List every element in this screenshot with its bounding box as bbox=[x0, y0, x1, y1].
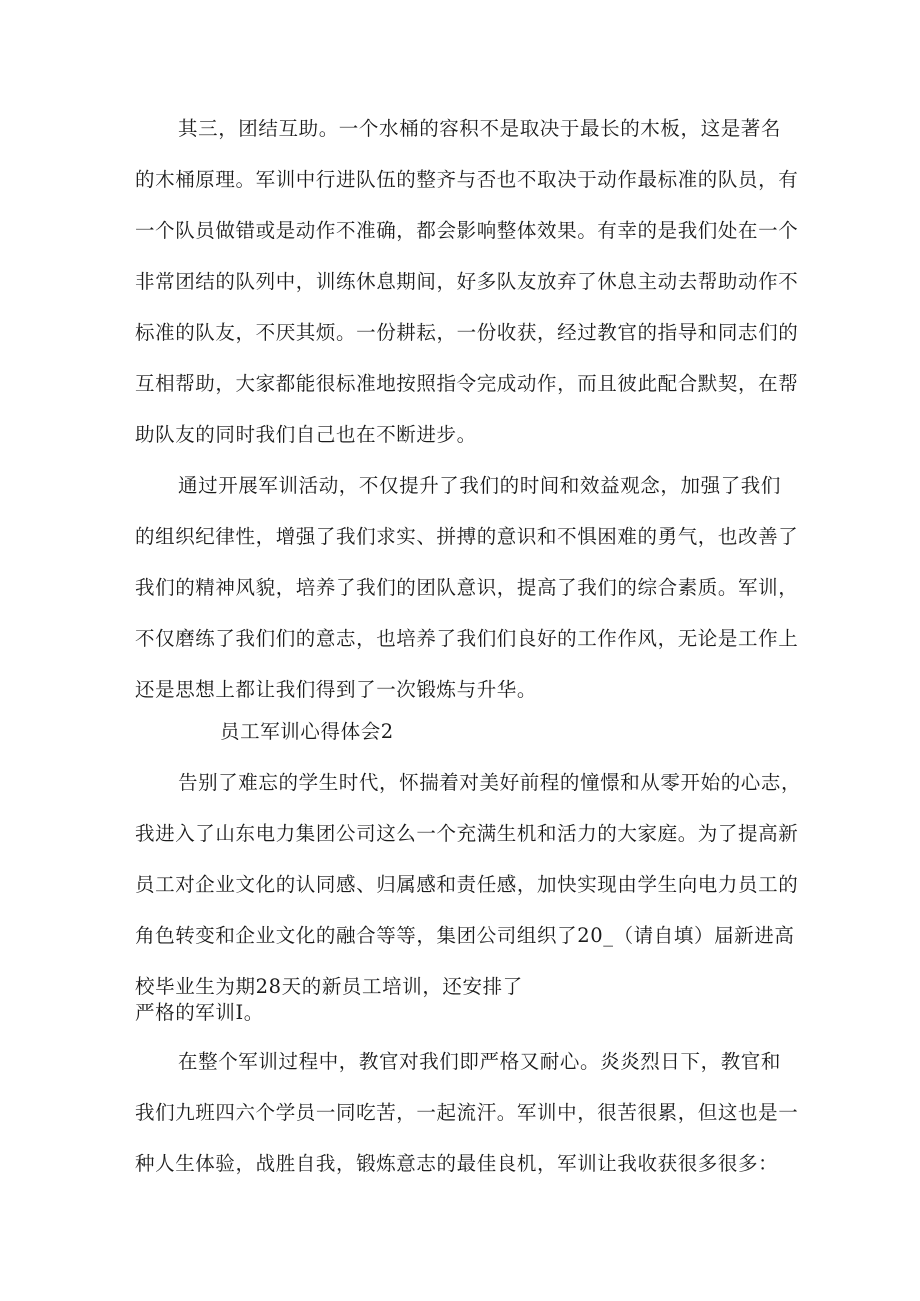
text-line: 严格的军训I。 bbox=[135, 1001, 264, 1024]
text-line: 我们的精神风貌，培养了我们的团队意识，提高了我们的综合素质。军训， bbox=[135, 576, 799, 599]
section-title: 员工军训心得体会2 bbox=[220, 720, 394, 743]
text-line: 我进入了山东电力集团公司这么一个充满生机和活力的大家庭。为了提高新 bbox=[135, 822, 799, 845]
text-line: 其三，团结互助。一个水桶的容积不是取决于最长的木板，这是著名 bbox=[178, 117, 782, 140]
text-line: 员工对企业文化的认同感、归属感和责任感，加快实现由学生向电力员工的 bbox=[135, 873, 799, 896]
text-line: 互相帮助，大家都能很标准地按照指令完成动作，而且彼此配合默契，在帮 bbox=[135, 372, 799, 395]
text-line: 校毕业生为期28天的新员工培训，还安排了 bbox=[135, 975, 523, 998]
text-line: 一个队员做错或是动作不准确，都会影响整体效果。有幸的是我们处在一个 bbox=[135, 219, 799, 242]
text-line: 还是思想上都让我们得到了一次锻炼与升华。 bbox=[135, 678, 538, 701]
text-line: 在整个军训过程中，教官对我们即严格又耐心。炎炎烈日下，教官和 bbox=[178, 1050, 782, 1073]
text-line: 的木桶原理。军训中行进队伍的整齐与否也不取决于动作最标准的队员，有 bbox=[135, 168, 799, 191]
text-line: 标准的队友，不厌其烦。一份耕耘，一份收获，经过教官的指导和同志们的 bbox=[135, 321, 799, 344]
text-line: 种人生体验，战胜自我，锻炼意志的最佳良机，军训让我收获很多很多： bbox=[135, 1152, 779, 1175]
text-line: 通过开展军训活动，不仅提升了我们的时间和效益观念，加强了我们 bbox=[178, 474, 782, 497]
text-line: 不仅磨练了我们们的意志，也培养了我们们良好的工作作风，无论是工作上 bbox=[135, 627, 799, 650]
text-line: 非常团结的队列中，训练休息期间，好多队友放弃了休息主动去帮助动作不 bbox=[135, 270, 799, 293]
text-line: 我们九班四六个学员一同吃苦，一起流汗。军训中，很苦很累，但这也是一 bbox=[135, 1101, 799, 1124]
text-line: 助队友的同时我们自己也在不断进步。 bbox=[135, 423, 477, 446]
text-line: 告别了难忘的学生时代，怀揣着对美好前程的憧憬和从零开始的心志， bbox=[178, 771, 802, 794]
text-line: 的组织纪律性，增强了我们求实、拼搏的意识和不惧困难的勇气，也改善了 bbox=[135, 525, 799, 548]
text-line: 角色转变和企业文化的融合等等，集团公司组织了20_（请自填）届新进高 bbox=[135, 924, 795, 947]
